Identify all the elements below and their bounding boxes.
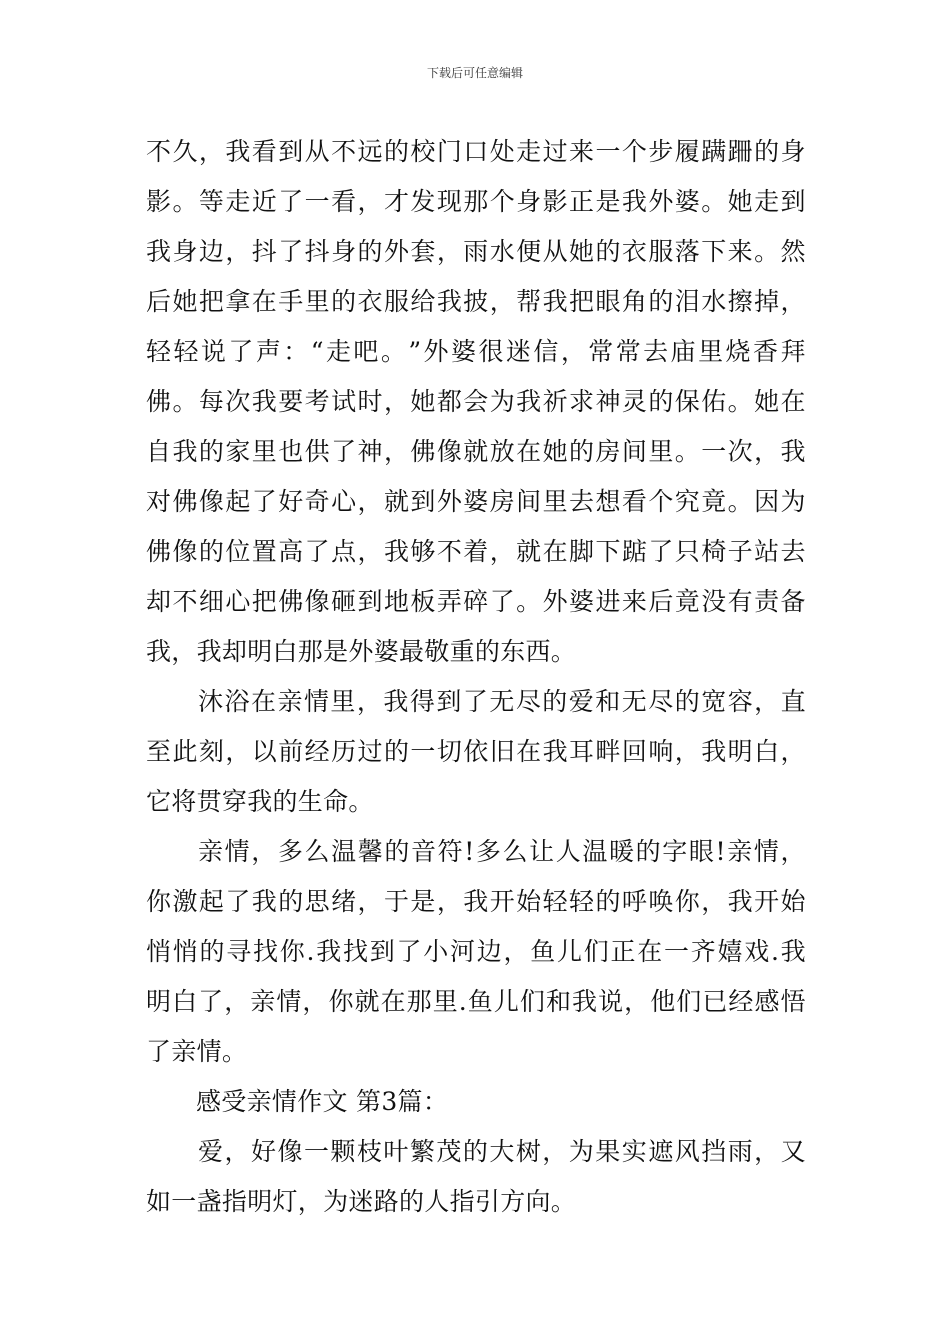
section-heading: 感受亲情作文 第3篇： bbox=[196, 1087, 449, 1116]
paragraph-line: 不 久 ， 我 看 到 从 不 远 的 校 门 口 处 走 过 来 一 个 步 履 蹒 跚 的 身 bbox=[146, 137, 806, 166]
paragraph-line: 佛 像 的 位 置 高 了 点 ， 我 够 不 着 ， 就 在 脚 下 踮 了 只 椅 子 站 去 bbox=[146, 537, 806, 566]
paragraph-line: 如一盏指明灯，为迷路的人指引方向。 bbox=[146, 1187, 577, 1216]
paragraph-line: 佛 。 每 次 我 要 考 试 时 ， 她 都 会 为 我 祈 求 神 灵 的 保 佑 。 她 在 bbox=[146, 387, 806, 416]
paragraph-line: 却 不 细 心 把 佛 像 砸 到 地 板 弄 碎 了 。 外 婆 进 来 后 竟 没 有 责 备 bbox=[146, 587, 806, 616]
paragraph-line: 至 此 刻 ， 以 前 经 历 过 的 一 切 依 旧 在 我 耳 畔 回 响 ， 我 明 白 ， bbox=[146, 737, 806, 766]
paragraph-line: 悄 悄 的 寻 找 你 . 我 找 到 了 小 河 边 ， 鱼 儿 们 正 在 一 齐 嬉 戏 . 我 bbox=[146, 937, 806, 966]
paragraph-line: 自 我 的 家 里 也 供 了 神 ， 佛 像 就 放 在 她 的 房 间 里 。 一 次 ， 我 bbox=[146, 437, 806, 466]
paragraph-first-line: 爱 ， 好 像 一 颗 枝 叶 繁 茂 的 大 树 ， 为 果 实 遮 风 挡 雨 ， 又 bbox=[198, 1137, 806, 1166]
paragraph-line: 轻 轻 说 了 声 ： “ 走 吧 。 ” 外 婆 很 迷 信 ， 常 常 去 庙 里 烧 香 拜 bbox=[146, 337, 806, 366]
paragraph-first-line: 沐 浴 在 亲 情 里 ， 我 得 到 了 无 尽 的 爱 和 无 尽 的 宽 容 ， 直 bbox=[198, 687, 806, 716]
paragraph-line: 你 激 起 了 我 的 思 绪 ， 于 是 ， 我 开 始 轻 轻 的 呼 唤 你 ， 我 开 始 bbox=[146, 887, 806, 916]
paragraph-line: 我，我却明白那是外婆最敬重的东西。 bbox=[146, 637, 577, 666]
paragraph-line: 我 身 边 ， 抖 了 抖 身 的 外 套 ， 雨 水 便 从 她 的 衣 服 落 下 来 。 然 bbox=[146, 237, 806, 266]
page-header: 下载后可任意编辑 bbox=[426, 66, 523, 80]
paragraph-line: 后 她 把 拿 在 手 里 的 衣 服 给 我 披 ， 帮 我 把 眼 角 的 泪 水 擦 掉 ， bbox=[146, 287, 806, 316]
paragraph-line: 明 白 了 ， 亲 情 ， 你 就 在 那 里 . 鱼 儿 们 和 我 说 ， 他 们 已 经 感 悟 bbox=[146, 987, 806, 1016]
paragraph-line: 了亲情。 bbox=[146, 1037, 248, 1066]
paragraph-line: 它将贯穿我的生命。 bbox=[146, 787, 374, 816]
paragraph-first-line: 亲 情 ， 多 么 温 馨 的 音 符 ! 多 么 让 人 温 暖 的 字 眼 ! 亲 情 ， bbox=[198, 837, 806, 866]
paragraph-line: 影 。 等 走 近 了 一 看 ， 才 发 现 那 个 身 影 正 是 我 外 婆 。 她 走 到 bbox=[146, 187, 806, 216]
paragraph-line: 对 佛 像 起 了 好 奇 心 ， 就 到 外 婆 房 间 里 去 想 看 个 究 竟 。 因 为 bbox=[146, 487, 806, 516]
